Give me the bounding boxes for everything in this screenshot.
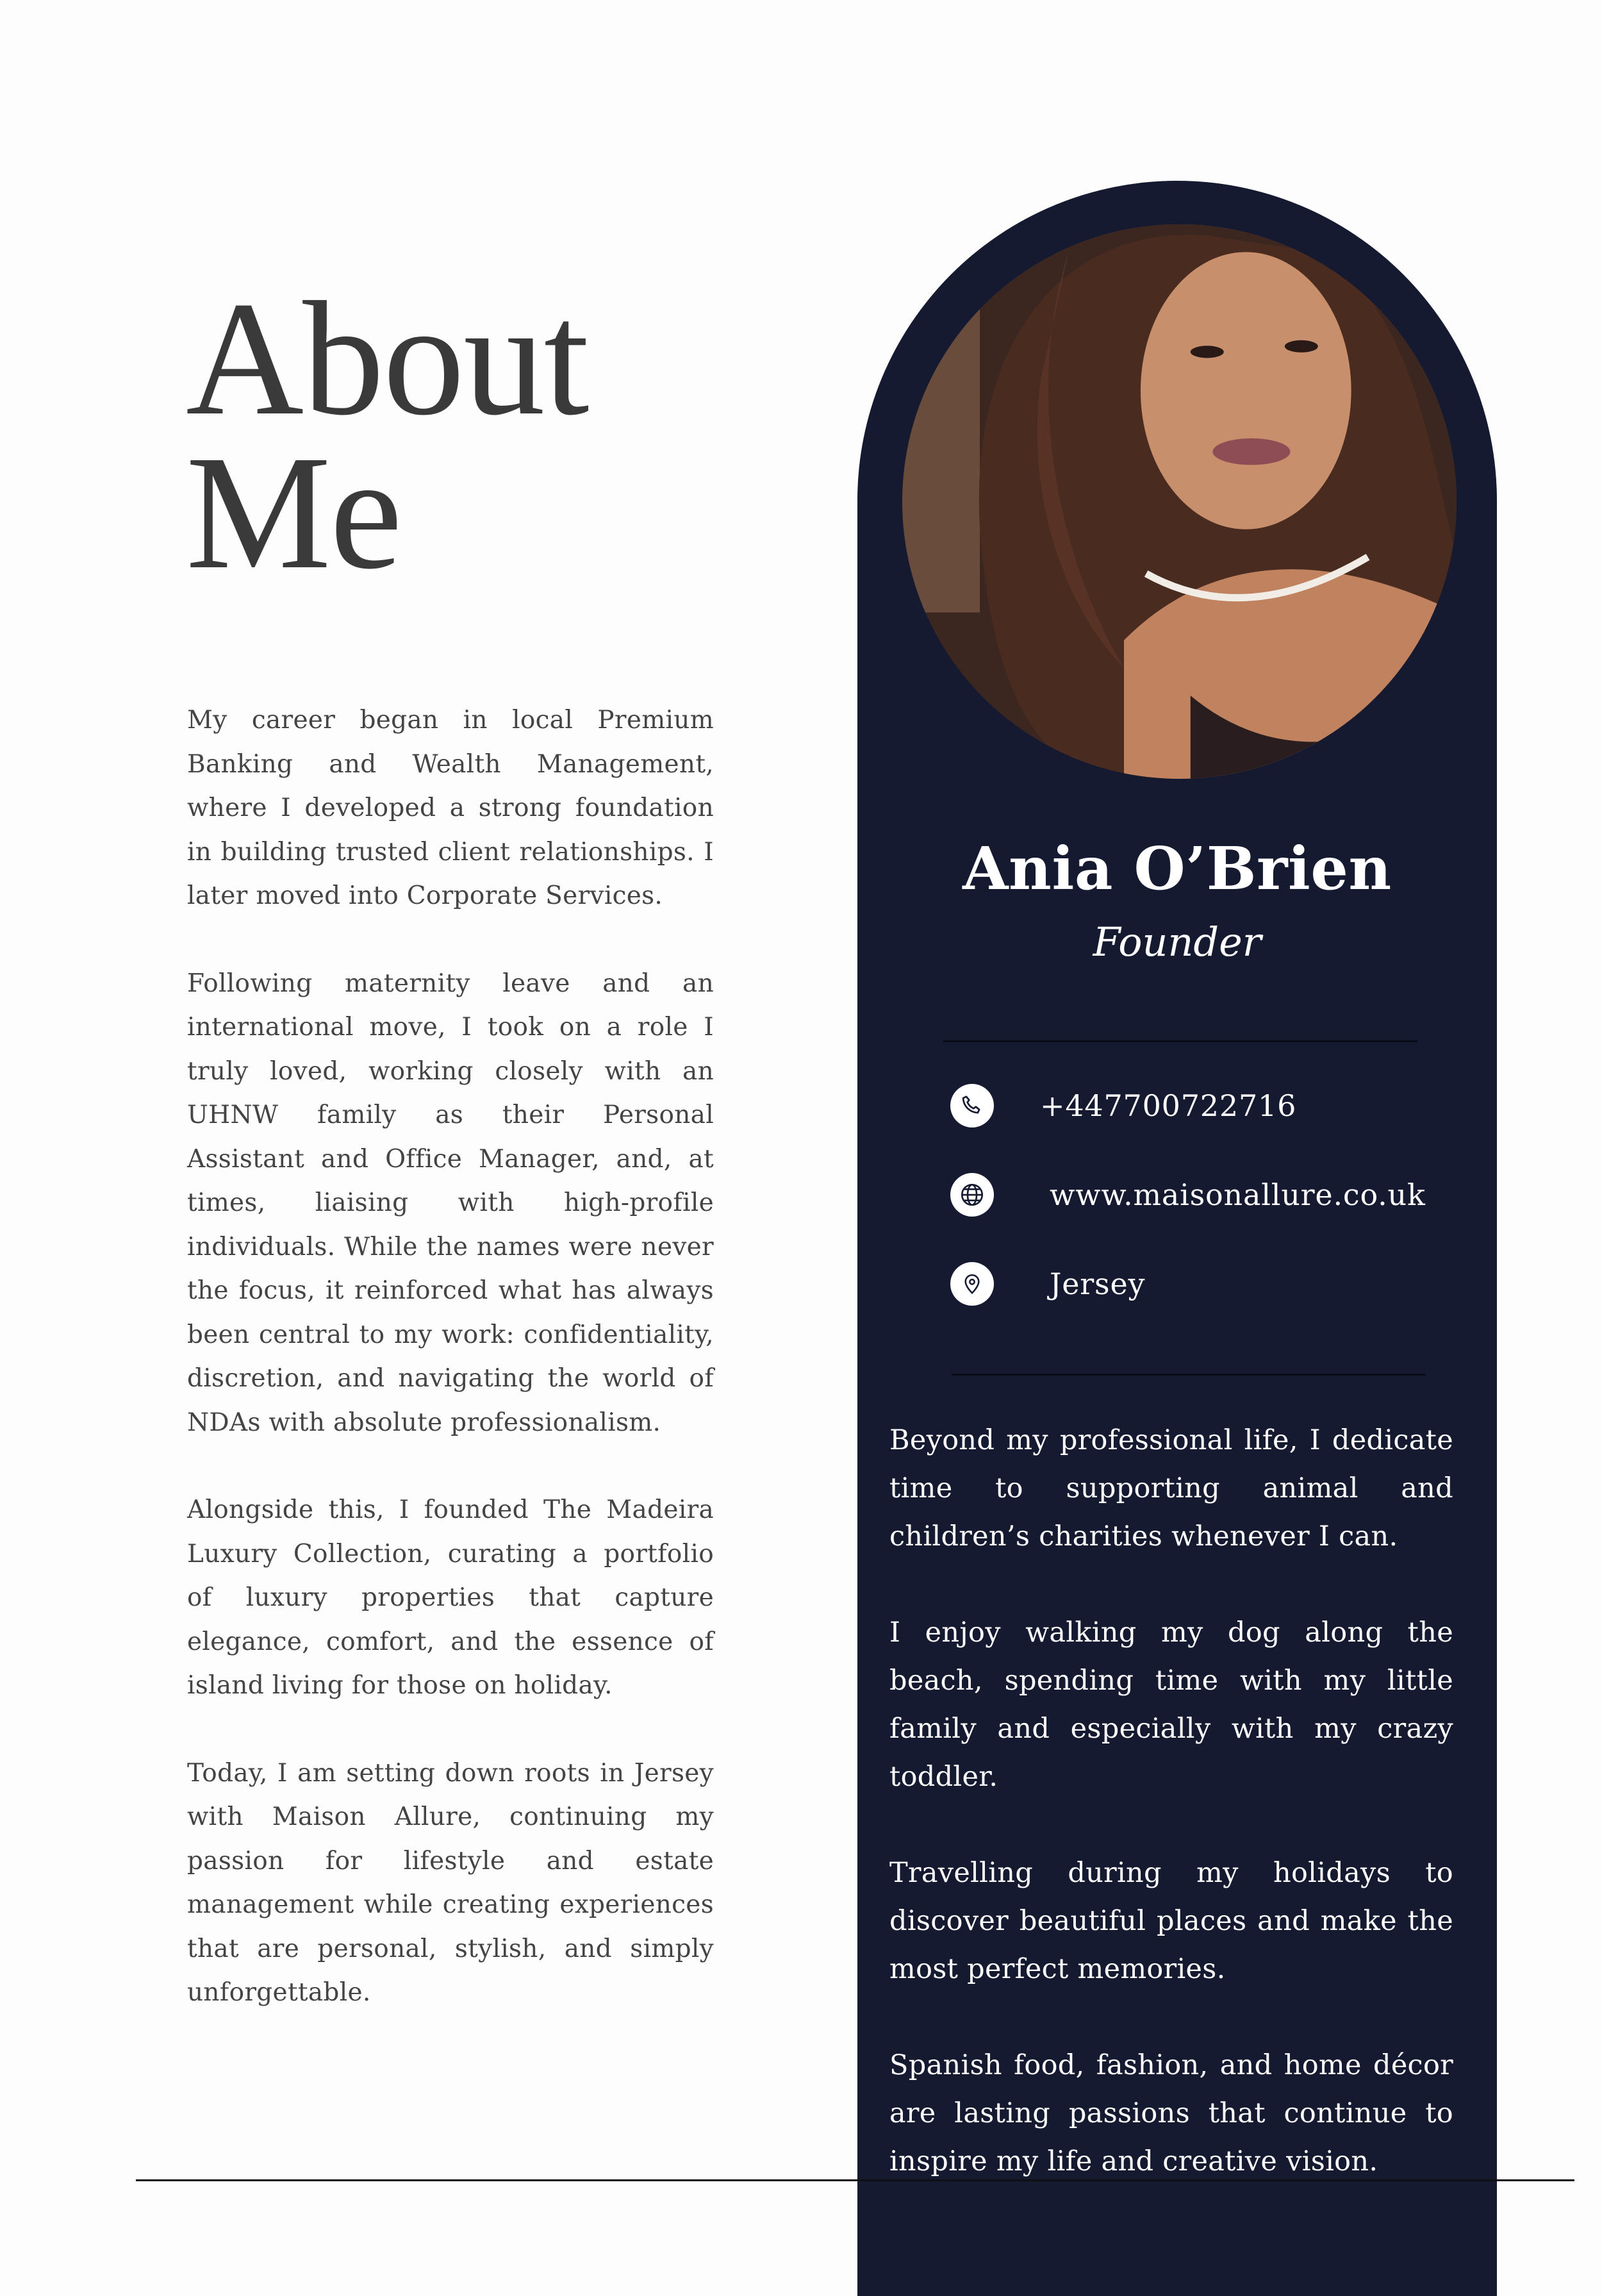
personal-life [889, 1417, 1453, 2234]
location-text: Jersey [1050, 1267, 1146, 1301]
divider [943, 1040, 1417, 1042]
career-paragraph: Today, I am setting down roots in Jersey with Maison Allure, continuing my passion for lifestyle and estate management while creating experiences that are personal, stylish, and simply unforgettable. [187, 1758, 714, 2007]
career-paragraph: Alongside this, I founded The Madeira Luxury Collection, curating a portfolio of luxury properties that capture elegance, comfort, and the essence of island living for those on holiday. [187, 1495, 714, 1700]
contact-phone [950, 1083, 1296, 1128]
career-paragraph: My career began in local Premium Banking and Wealth Management, where I developed a strong foundation in building trusted client relationships. I later moved into Corporate Services. [187, 706, 714, 910]
personal-paragraph: I enjoy walking my dog along the beach, spending time with my little family and especially with my crazy toddler. [889, 1617, 1453, 1793]
personal-paragraph: Beyond my professional life, I dedicate time to supporting animal and children’s charities whenever I can. [889, 1424, 1453, 1552]
divider [952, 1374, 1426, 1376]
contact-location [950, 1261, 1145, 1306]
contact-website [950, 1172, 1426, 1217]
phone-number[interactable]: +447700722716 [1040, 1088, 1297, 1123]
phone-icon [950, 1084, 994, 1127]
location-pin-icon [950, 1262, 994, 1306]
footer-rule [136, 2179, 1574, 2181]
website-link[interactable]: www.maisonallure.co.uk [1050, 1177, 1426, 1212]
career-story [187, 699, 714, 2059]
title-line-2: Me [186, 422, 401, 603]
profile-role: Founder [1093, 919, 1262, 965]
personal-paragraph: Travelling during my holidays to discover beautiful places and make the most perfect memories. [889, 1857, 1453, 1985]
portrait-illustration [902, 224, 1457, 779]
title-line-1: About [186, 269, 588, 449]
page-title [186, 269, 588, 603]
globe-icon [950, 1173, 994, 1217]
profile-photo [902, 224, 1457, 779]
profile-name: Ania O’Brien [962, 834, 1392, 903]
personal-paragraph: Spanish food, fashion, and home décor are lasting passions that continue to inspire my life and creative vision. [889, 2049, 1453, 2177]
career-paragraph: Following maternity leave and an international move, I took on a role I truly loved, working closely with an UHNW family as their Personal Assistant and Office Manager, and, at times, liaising with high-profile individuals. While the names were never the focus, it reinforced what has always been central to my work: confidentiality, discretion, and navigating the world of NDAs with absolute professionalism. [187, 969, 714, 1437]
